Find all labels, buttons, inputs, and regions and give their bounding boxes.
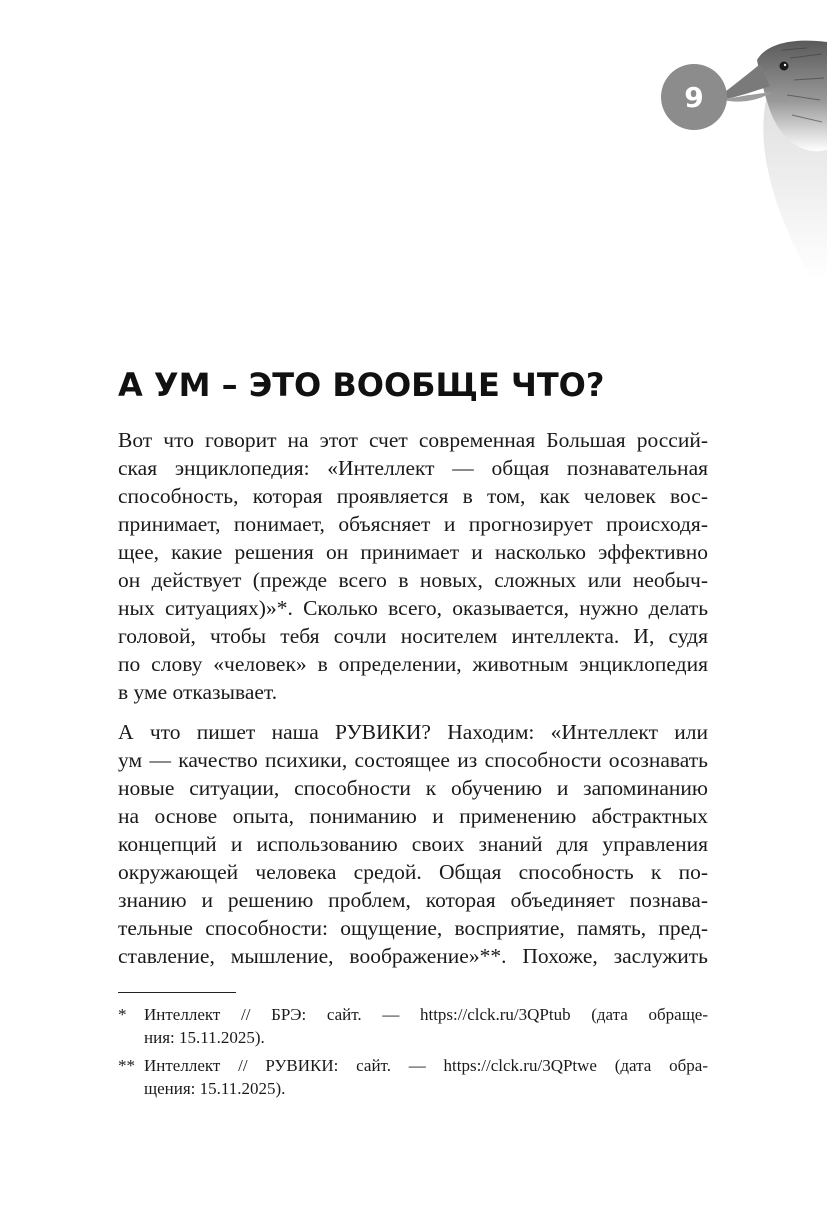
text-line: ставление, мышление, воображение»**. Похоже, заслужить xyxy=(118,944,708,968)
text-line: ных ситуациях)»*. Сколько всего, оказывается, нужно делать xyxy=(118,596,708,620)
text-line: принимает, понимает, объясняет и прогнозирует происходя- xyxy=(118,512,708,536)
footnote-1 xyxy=(118,1003,708,1049)
footnote-divider xyxy=(118,992,236,993)
text-line: А что пишет наша РУВИКИ? Находим: «Интеллект или xyxy=(118,720,708,744)
text-line: концепций и использованию своих знаний для управления xyxy=(118,832,708,856)
text-line: тельные способности: ощущение, восприятие, память, пред- xyxy=(118,916,708,940)
text-line: новые ситуации, способности к обучению и запоминанию xyxy=(118,776,708,800)
footnote-line: ния: 15.11.2025). xyxy=(144,1028,265,1047)
text-line: головой, чтобы тебя сочли носителем интеллекта. И, судя xyxy=(118,624,708,648)
text-line: знанию и решению проблем, которая объединяет познава- xyxy=(118,888,708,912)
page-number-badge xyxy=(661,64,727,130)
footnote-line: Интеллект // БРЭ: сайт. — https://clck.ru/3QPtub (дата обраще- xyxy=(144,1005,708,1024)
footnote-mark: ** xyxy=(118,1056,135,1075)
footnote-line: щения: 15.11.2025). xyxy=(144,1079,286,1098)
text-line: на основе опыта, пониманию и применению абстрактных xyxy=(118,804,708,828)
text-line: по слову «человек» в определении, животным энциклопедия xyxy=(118,652,708,676)
section-heading: А УМ – ЭТО ВООБЩЕ ЧТО? xyxy=(118,366,605,404)
text-line: он действует (прежде всего в новых, сложных или необыч- xyxy=(118,568,708,592)
text-line: Вот что говорит на этот счет современная Большая россий- xyxy=(118,428,708,452)
text-line: окружающей человека средой. Общая способность к по- xyxy=(118,860,708,884)
paragraph-1 xyxy=(118,426,708,706)
crow-illustration xyxy=(712,20,827,280)
text-line: ская энциклопедия: «Интеллект — общая познавательная xyxy=(118,456,708,480)
text-line: щее, какие решения он принимает и насколько эффективно xyxy=(118,540,708,564)
text-line: способность, которая проявляется в том, как человек вос- xyxy=(118,484,708,508)
footnote-mark: * xyxy=(118,1005,127,1024)
page-number: 9 xyxy=(684,80,704,114)
paragraph-2 xyxy=(118,718,708,970)
footnote-line: Интеллект // РУВИКИ: сайт. — https://clck.ru/3QPtwe (дата обра- xyxy=(144,1056,708,1075)
footnote-2 xyxy=(118,1054,708,1100)
text-line: ум — качество психики, состоящее из способности осознавать xyxy=(118,748,708,772)
text-line: в уме отказывает. xyxy=(118,680,278,704)
